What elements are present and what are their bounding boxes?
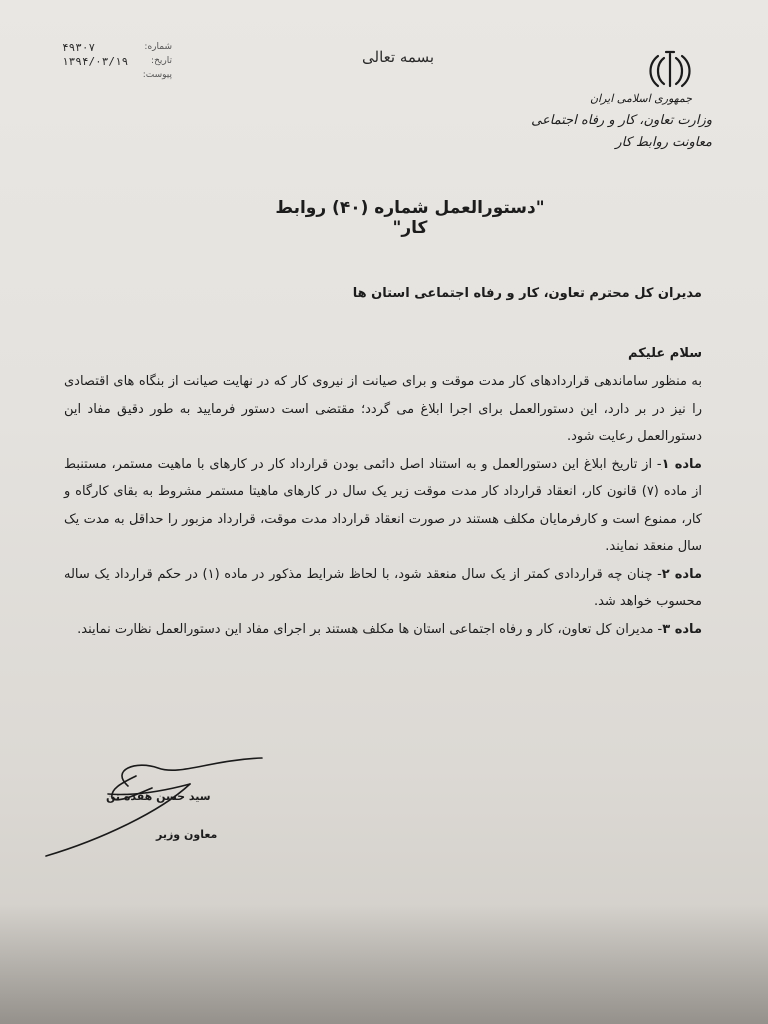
basmala-heading: بسمه تعالی (362, 48, 435, 66)
attachment-row (62, 68, 172, 82)
article-2-text: - چنان چه قراردادی کمتر از یک سال منعقد شود، با لحاظ شرایط مذکور در ماده (۱) در حکم قرارداد یک ساله محسوب خواهد شد. (64, 566, 702, 609)
intro-paragraph: به منظور ساماندهی قراردادهای کار مدت موقت و برای صیانت از نیروی کار که در نهایت صیانت از بنگاه های اقتصادی را نیز در بر دارد، این دستورالعمل برای اجرا ابلاغ می گردد؛ مقتضی است دستور فرمایید به طور دقیق مفاد این دستورالعمل رعایت شود. (64, 374, 702, 444)
article-1-text: - از تاریخ ابلاغ این دستورالعمل و به استناد اصل دائمی بودن قرارداد کار در کارهای با ماهیت مستمر، مستنبط از ماده (۷) قانون کار، انعقاد قرارداد کار مدت موقت زیر یک سال در کارهای ماهیتا مستمر مشروط به بقای کارگاه و کار، ممنوع است و کارفرمایان مکلف هستند در صورت انعقاد قرارداد مدت موقت، قرارداد مزبور را حداقل به مدت یک سال منعقد نمایند. (64, 456, 702, 554)
addressee: مدیران کل محترم تعاون، کار و رفاه اجتماعی استان ها (352, 286, 702, 301)
greeting: سلام علیکم (628, 346, 702, 361)
number-row (62, 40, 172, 54)
handwritten-signature (40, 752, 280, 862)
signer-title: معاون وزیر (156, 828, 218, 841)
org-department: معاونت روابط کار (615, 135, 712, 150)
org-ministry: وزارت تعاون، کار و رفاه اجتماعی (531, 113, 712, 128)
date-row (62, 54, 172, 68)
article-2-label: ماده ۲ (661, 566, 703, 582)
date-label: تاریخ: (151, 56, 172, 66)
signer-name: سید حسن هفده تن (106, 790, 211, 803)
article-3-label: ماده ۳ (662, 621, 702, 637)
organization-block (512, 88, 712, 154)
letter-number: ۴۹۳۰۷ (62, 40, 96, 54)
letter-body (64, 368, 702, 643)
article-3 (64, 616, 702, 644)
letter-meta (62, 40, 172, 82)
letter-date: ۱۳۹۴/۰۳/۱۹ (62, 54, 129, 68)
attachment-label: پیوست: (142, 70, 172, 80)
number-label: شماره: (144, 42, 172, 52)
article-1-label: ماده ۱ (661, 456, 702, 472)
document-title: "دستورالعمل شماره (۴۰) روابط کار" (275, 198, 545, 238)
article-1 (64, 451, 702, 561)
org-country: جمهوری اسلامی ایران (589, 92, 692, 105)
iran-emblem-icon (646, 48, 694, 92)
article-2 (64, 561, 702, 616)
article-3-text: - مدیران کل تعاون، کار و رفاه اجتماعی استان ها مکلف هستند بر اجرای مفاد این دستورالعمل نظارت نمایند. (77, 621, 663, 637)
